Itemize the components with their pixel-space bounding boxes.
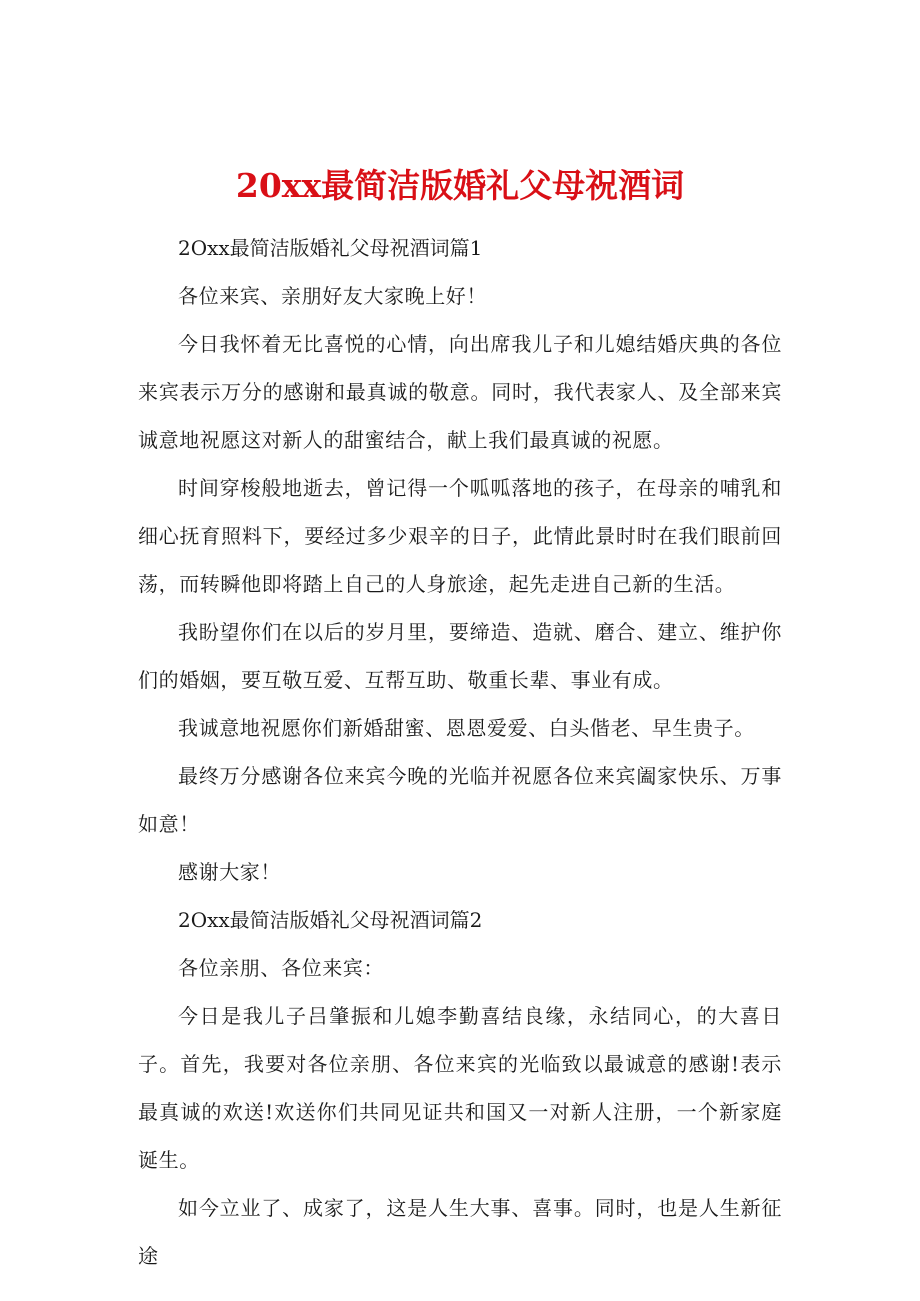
closing-paragraph: 感谢大家！ (178, 860, 281, 884)
body-paragraph: 如今立业了、成家了，这是人生大事、喜事。同时，也是人生新征途 (138, 1196, 782, 1268)
body-paragraph: 今日我怀着无比喜悦的心情，向出席我儿子和儿媳结婚庆典的各位来宾表示万分的感谢和最真诚的敬意。同时，我代表家人、及全部来宾诚意地祝愿这对新人的甜蜜结合，献上我们最真诚的祝愿。 (138, 332, 782, 452)
document-title: 20xx最简洁版婚礼父母祝酒词 (235, 166, 685, 206)
document-body (138, 224, 782, 1280)
body-paragraph: 时间穿梭般地逝去，曾记得一个呱呱落地的孩子，在母亲的哺乳和细心抚育照料下，要经过多少艰辛的日子，此情此景时时在我们眼前回荡，而转瞬他即将踏上自己的人身旅途，起先走进自己新的生活。 (138, 476, 782, 596)
body-paragraph: 最终万分感谢各位来宾今晚的光临并祝愿各位来宾阖家快乐、万事如意！ (138, 764, 782, 836)
section-heading-2: 2Oxx最简洁版婚礼父母祝酒词篇2 (178, 908, 483, 932)
greeting-paragraph: 各位来宾、亲朋好友大家晚上好！ (178, 284, 487, 308)
body-paragraph: 我诚意地祝愿你们新婚甜蜜、恩恩爱爱、白头偕老、早生贵子。 (178, 716, 755, 740)
body-paragraph: 今日是我儿子吕肇振和儿媳李勤喜结良缘，永结同心，的大喜日子。首先，我要对各位亲朋、各位来宾的光临致以最诚意的感谢!表示最真诚的欢送!欢送你们共同见证共和国又一对新人注册，一个新家庭诞生。 (138, 1004, 782, 1172)
body-paragraph: 我盼望你们在以后的岁月里，要缔造、造就、磨合、建立、维护你们的婚姻，要互敬互爱、互帮互助、敬重长辈、事业有成。 (138, 620, 782, 692)
section-heading-1: 2Oxx最简洁版婚礼父母祝酒词篇1 (178, 236, 483, 260)
greeting-paragraph: 各位亲朋、各位来宾： (178, 956, 384, 980)
